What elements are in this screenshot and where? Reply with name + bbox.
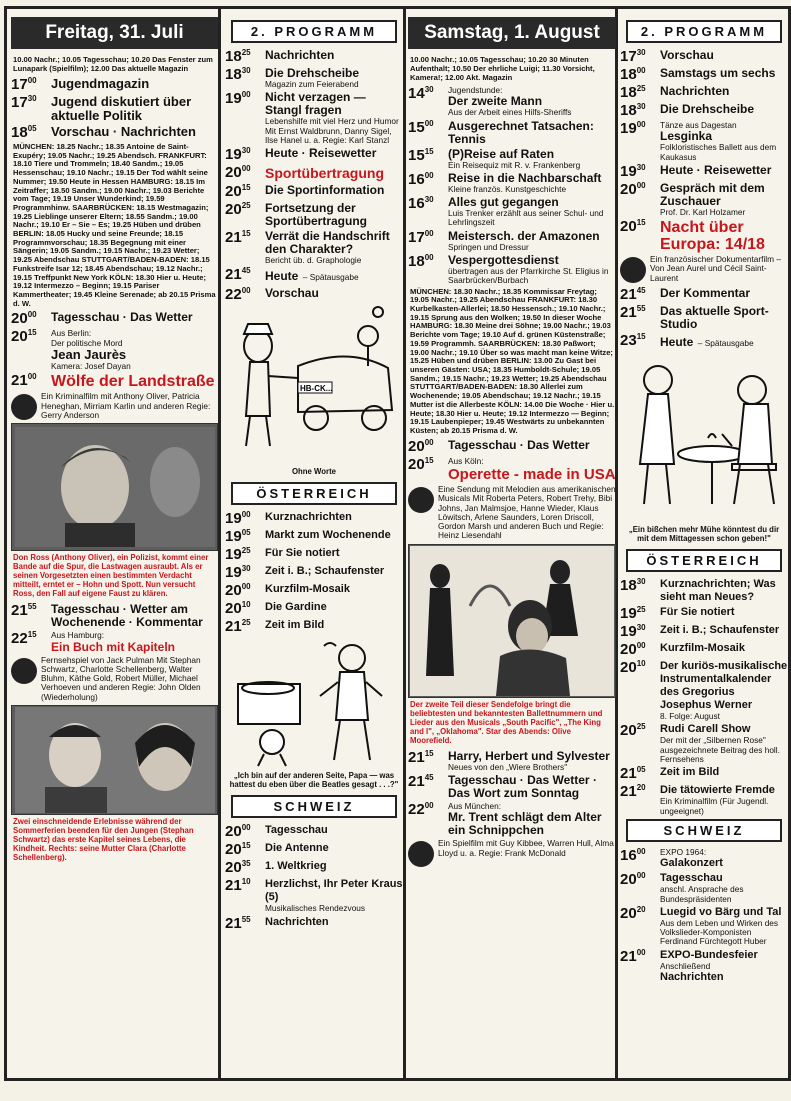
section-heading: SCHWEIZ [231,795,397,818]
program-entry: $23^{15}$ Heute – Spätausgabe [620,332,754,350]
program-entry: $18^{30}$ Die Drehscheibe Magazin zum Feierabend [225,66,360,89]
program-entry: $20^{00}$ Tagesschau · Das Wetter [408,437,590,455]
program-entry: $15^{15}$ (P)Reise auf Raten Ein Reisequiz mit R. v. Frankenberg [408,146,581,170]
program-entry: $19^{00}$ Tänze aus Dagestan Lesginka Folkloristisches Ballett aus dem Kaukasus [620,120,777,162]
program-entry: $16^{00}$ EXPO 1964: Galakonzert [620,846,723,870]
program-title: Jugend diskutiert über aktuelle Politik [51,94,192,123]
film-still-photo [11,423,218,551]
program-entry: $20^{10}$ Der kuriös-musikalische Instrumentalkalender des Gregorius Josephus Werner 8. Folge: August [620,659,788,722]
program-entry: $20^{25}$ Fortsetzung der Sportübertragung [225,201,367,229]
program-entry: $18^{05}$ Vorschau · Nachrichten [11,125,218,141]
day-heading: Freitag, 31. Juli [11,17,218,49]
program-entry: $20^{20}$ Luegid vo Bärg und Tal Aus dem Leben und Wirken des Volkslieder-Komponisten Ferdinand Fürchtegott Huber [620,904,782,947]
program-entry: $19^{05}$ Markt zum Wochenende [225,528,391,546]
program-entry: $20^{25}$ Rudi Carell Show Der mit der „Silbernen Rose" ausgezeichnete Beitrag des holl. Fernsehens [620,722,780,765]
morning-schedule: 10.00 Nachr.; 10.05 Tagesschau; 10.20 30 Minuten Aufenthalt; 10.50 Der ehrliche Luigi; 11.30 Vorsicht, Kamera!; 12.00 Akt. Magazin [410,55,595,82]
saturday-first-program-column: Samstag, 1. August 10.00 Nachr.; 10.05 Tagesschau; 10.20 30 Minuten Aufenthalt; 10.50 Der ehrliche Luigi; 11.30 Vorsicht, Kamera!; 12.00 Akt. Magazin $14^{30}$ Jugendstunde: Der zweite Mann Aus der Arbeit eines Hilfs-Sheriffs $15^{00}$ Ausgerechnet Tatsachen: Tennis $15^{15}$ (P)Reise auf Raten Ein Reisequiz mit R. v. Frankenberg $16^{00}$ Reise in die Nachbarschaft Kleine französ. Kunstgeschichte $16^{30}$ Alles gut gegangen Luis Trenker erzählt aus seiner Schul- und Lehrlingszeit $17^{00}$ Meistersch. der Amazonen Springen und Dressur $18^{00}$ Vespergottesdienst übertragen aus der Pfarrkirche St. Eligius in Saarbrücken/Burbach MÜNCHEN: 18.30 Nachr.; 18.35 Kommissar Freytag; 19.05 Nachr.; 19.25 Abendschau FRANKFURT: 18.30 Kurbelkasten-Allerlei; 18.50 Hessensch.; 19.10 Nachr.; 19.15 Sprung aus den Wolken; 19.50 In dieser Woche HAMBURG: 18.30 Meine drei Söhne; 19.00 Nachr.; 19.03 Berichte vom Tage; 19.10 Auf d. grünen Küstenstraße; 19.59 Programmh. SAARBRÜCKEN: 18.30 Paßwort; 19.00 Nachr.; 19.10 Über so was macht man keine Witze; 15.25 Hüben und drüben BERLIN: 13.00 Zu Gast bei unseren Gästen: USA; 18.35 Humboldt-Schule; 19.05 Sandm.; 19.15 Nachr.; 19.23 Wetter; 19.25 Abendschau STUTTGART/BADEN-BADEN: 18.30 Allerlei zum Wochenende; 19.05 Abendschau; 19.12 Nachr.; 19.15 Mutter ist die Allerbeste KÖLN: 14.00 Die Woche · Hier u. Heute; 18.30 Hier u. Heute; 19.12 Intermezzo — Beginn; 19.15 Laubenpieper; 19.45 Westwärts zu unbekannten Küsten; ab 20.15 Prisma d. W. $20^{00}$ Tagesschau · Das Wetter $20^{15}$ Aus Köln: Operette - made in USA Eine Sendung mit Melodien aus amerikanischen Musicals Mit Roberta Peters, Robert Trehy, Bibi Johns, Jan Malmsjoe, Hanne Wieder, Klaus Löwitsch, Arlene Saunders, Loren Driscoll, Gordon Marsh und anderen Buch und Regie: Heinz Liesendahl Der zweite Teil dieser Sendefolge bringt die beliebtesten und bekanntesten Ballettnummern und Lieder aus den Musicals „South Pacific", „The King and I", „Oklahoma". Star des Abends: Olive Moorefield. $21^{15}$ Harry, Herbert und Sylvester Neues von den „Wiere Brothers" $21^{45}$ Tagesschau · Das Wetter · Das Wort zum Sonntag $22^{00}$ Aus München: Mr. Trent schlägt dem Alter ein Schnippchen Ein Spielfilm mit Guy Kibbee, Warren Hull, Alma Lloyd u. a. Regie: Frank McDonald [408,17,616,867]
program-entry: $21^{10}$ Herzlichst, Ihr Peter Kraus (5) Musikalisches Rendezvous [225,877,403,914]
program-entry: $21^{45}$ Heute – Spätausgabe [225,266,359,284]
record-player-cartoon [225,637,403,769]
program-entry: $22^{15}$ Aus Hamburg: Ein Buch mit Kapiteln [11,631,218,653]
program-entry: $16^{30}$ Alles gut gegangen Luis Trenker erzählt aus seiner Schul- und Lehrlingszeit [408,195,604,228]
photo-caption: Der zweite Teil dieser Sendefolge bringt die beliebtesten und bekanntesten Ballettnummern und Lieder aus den Musicals „South Pacific", „The King and I", „Oklahoma". Star des Abends: Olive Moorefield. [410,699,603,745]
program-entry: $19^{30}$ Zeit i. B.; Schaufenster [620,623,780,641]
program-entry: $21^{20}$ Die tätowierte Fremde Ein Kriminalfilm (Für Jugendl. ungeeignet) [620,783,775,816]
program-entry: $20^{00}$ Tagesschau · Das Wetter [11,311,218,327]
program-entry: $17^{00}$ Meistersch. der Amazonen Springen und Dressur [408,228,600,252]
program-title: Tagesschau · Das Wetter [51,310,193,325]
program-entry: $15^{00}$ Ausgerechnet Tatsachen: Tennis [408,118,594,146]
police-cartoon [225,305,403,465]
program-entry: $17^{30}$ Jugend diskutiert über aktuelle Politik [11,95,218,123]
regional-programs: MÜNCHEN: 18.30 Nachr.; 18.35 Kommissar Freytag; 19.05 Nachr.; 19.25 Abendschau FRANKFURT: 18.30 Kurbelkasten-Allerlei; 18.50 Hessensch.; 19.10 Nachr.; 19.15 Sprung aus den Wolken; 19.50 In dieser Woche HAMBURG: 18.30 Meine drei Söhne; 19.00 Nachr.; 19.03 Berichte vom Tage; 19.10 Auf d. grünen Küstenstraße; 19.59 Programmh. SAARBRÜCKEN: 18.30 Paßwort; 19.00 Nachr.; 19.10 Über so was macht man keine Witze; 15.25 Hüben und drüben BERLIN: 13.00 Zu Gast bei unseren Gästen: USA; 18.35 Humboldt-Schule; 19.05 Sandm.; 19.15 Nachr.; 19.23 Wetter; 19.25 Abendschau STUTTGART/BADEN-BADEN: 18.30 Allerlei zum Wochenende; 19.05 Abendschau; 19.12 Nachr.; 19.15 Mutter ist die Allerbeste KÖLN: 14.00 Die Woche · Hier u. Heute; 18.30 Hier u. Heute; 19.12 Intermezzo — Beginn; 19.15 Laubenpieper; 19.45 Westwärts zu unbekannten Küsten; ab 20.15 Prisma d. W. [410,286,615,435]
program-entry: $19^{30}$ Heute · Reisewetter [225,146,377,164]
program-entry: $21^{55}$ Nachrichten [225,914,329,932]
photo-caption: Don Ross (Anthony Oliver), ein Polizist, kommt einer Bande auf die Spur, die Lastwagen ausraubt. Als er seinen Vorgesetzten einen bestimmten Verdacht mitteilt, erntet er – Hohn und Spott. Nun versucht Ross, den Fall auf eigene Faust zu klären. [13,553,209,599]
section-heading: ÖSTERREICH [626,549,782,572]
program-entry: $21^{00}$ EXPO-Bundesfeier Anschließend Nachrichten [620,947,758,984]
program-entry: $22^{00}$ Vorschau [225,286,319,304]
program-entry: $20^{15}$ Aus Köln: Operette - made in USA [408,455,616,483]
program-title: Vorschau · Nachrichten [51,124,196,139]
program-title: Jean Jaurès [51,346,127,362]
program-entry: $20^{10}$ Die Gardine [225,600,327,618]
morning-schedule: 10.00 Nachr.; 10.05 Tagesschau; 10.20 Das Fenster zum Lunapark (Spielfilm); 12.00 Das aktuelle Magazin [13,55,213,73]
program-entry: $20^{00}$ Gespräch mit dem Zuschauer Prof. Dr. Karl Holzamer [620,180,765,217]
program-entry: $18^{00}$ Vespergottesdienst übertragen aus der Pfarrkirche St. Eligius in Saarbrücken/Burbach [408,253,609,286]
film-reel-icon [11,394,37,420]
program-entry: $22^{00}$ Aus München: Mr. Trent schlägt dem Alter ein Schnippchen [408,801,602,838]
program-title: Jugendmagazin [51,76,150,91]
friday-first-program-column: Freitag, 31. Juli 10.00 Nachr.; 10.05 Tagesschau; 10.20 Das Fenster zum Lunapark (Spielfilm); 12.00 Das aktuelle Magazin $17^{00}$ Jugendmagazin $17^{30}$ Jugend diskutiert über aktuelle Politik $18^{05}$ Vorschau · Nachrichten MÜNCHEN: 18.25 Nachr.; 18.35 Antoine de Saint-Exupéry; 19.05 Nachr.; 19.25 Abendsch. FRANKFURT: 18.10 Tiere und Trommeln; 18.40 Sandm.; 19.05 Hessenschau; 19.10 Nachr.; 19.15 Der Tod wählt seine Nummer; 19.50 Heute in Hessen HAMBURG: 18.15 Im Zeitraffer; 18.50 Sandm.; 19.00 Nachr.; 19.03 Berichte vom Tage; 19.19 Unser Wunderkind; 19.59 Programmhinw. SAARBRÜCKEN: 18.15 Westmagazin; 19.25 Lieblinge unserer Eltern; 18.55 Sandm.; 19.00 Nachr.; 19.10 Er – Sie – Es; 19.25 Hüben und drüben BERLIN: 18.05 Hucky und seine Freunde; 18.15 Programmvorschau; 18.35 Begegnung mit einer Sängerin; 19.05 Sandm.; 19.15 Nachr.; 19.23 Wetter; 19.25 Abendschau STUTTGART/BADEN-BADEN: 18.15 Funkstreife Isar 12; 18.45 Abendschau; 19.12 Nachr.; 19.15 Treffpunkt New York KÖLN: 18.30 Hier u. Heute; 19.12 Intermezzo – Beginn; 19.15 Pariser Kammertheater; 19.45 Kleine Serenade; ab 20.15 Prisma d. W. $20^{00}$ Tagesschau · Das Wetter $20^{15}$ Aus Berlin: Der politische Mord Jean Jaurès Kamera: Josef Dayan $21^{00}$ Wölfe der Landstraße Ein Kriminalfilm mit Anthony Oliver, Patricia Heneghan, Mirriam Karlin und anderen Regie: Gerry Anderson Don Ross (Anthony Oliver), ein Polizist, kommt einer Bande auf die Spur, die Lastwagen ausraubt. Als er seinen Vorgesetzten einen bestimmten Verdacht mitteilt, erntet er – Hohn und Spott. Nun versucht Ross, den Fall auf eigene Faust zu klären. $21^{55}$ Tagesschau · Wetter am Wochenende · Kommentar $22^{15}$ Aus Hamburg: Ein Buch mit Kapiteln Fernsehspiel von Jack Pulman Mit Stephan Schwartz, Charlotte Schellenberg, Walter Bluhm, Käthe Gold, Robert Müller, Michael Verhoeven und anderen Regie: John Olden (Wiederholung) Zwei einschneidende Erlebnisse während der Sommerferien beenden für den Jungen (Stephan Schwartz) das erste Kapitel seines Lebens, die Kindheit. Rechts: seine Mutter Clara (Charlotte Schellenberg). [11,17,218,867]
cartoon-caption: „Ein bißchen mehr Mühe könntest du dir mit dem Mittagessen schon geben!" [628,525,780,544]
mask-icon [11,658,37,684]
saturday-second-program-column: 2. PROGRAMM $17^{30}$ Vorschau $18^{00}$ Samstags um sechs $18^{25}$ Nachrichten $18^{30}$ Die Drehscheibe $19^{00}$ Tänze aus Dagestan Lesginka Folkloristisches Ballett aus dem Kaukasus $19^{30}$ Heute · Reisewetter $20^{00}$ Gespräch mit dem Zuschauer Prof. Dr. Karl Holzamer $20^{15}$ Nacht über Europa: 14/18 Ein französischer Dokumentarfilm – Von Jean Aurel und Cécil Saint-Laurent $21^{45}$ Der Kommentar $21^{55}$ Das aktuelle Sport-Studio $23^{15}$ Heute – Spätausgabe „Ein bißchen mehr Mühe könntest du dir mit dem Mittagessen schon geben!" ÖSTERREICH $18^{30}$ Kurznachrichten; Was sieht man Neues? $19^{25}$ Für Sie notiert $19^{30}$ Zeit i. B.; Schaufenster $20^{00}$ Kurzfilm-Mosaik $20^{10}$ Der kuriös-musikalische Instrumentalkalender des Gregorius Josephus Werner 8. Folge: August $20^{25}$ Rudi Carell Show Der mit der „Silbernen Rose" ausgezeichnete Beitrag des holl. Fernsehens $21^{05}$ Zeit im Bild $21^{20}$ Die tätowierte Fremde Ein Kriminalfilm (Für Jugendl. ungeeignet) SCHWEIZ $16^{00}$ EXPO 1964: Galakonzert $20^{00}$ Tagesschau anschl. Ansprache des Bundespräsidenten $20^{20}$ Luegid vo Bärg und Tal Aus dem Leben und Wirken des Volkslieder-Komponisten Ferdinand Fürchtegott Huber $21^{00}$ EXPO-Bundesfeier Anschließend Nachrichten [620,17,788,986]
program-entry: $20^{15}$ Nacht über Europa: 14/18 [620,218,765,254]
program-entry: $21^{05}$ Zeit im Bild [620,765,720,783]
tv-play-photo [11,705,218,815]
program-entry: $21^{00}$ Wölfe der Landstraße [11,373,218,390]
license-plate: HB-CK... [300,384,333,394]
program-entry: $19^{00}$ Kurznachrichten [225,510,352,528]
program-entry: $19^{30}$ Zeit i. B.; Schaufenster [225,564,385,582]
section-heading: 2. PROGRAMM [626,20,782,43]
tv-guide-page [4,6,791,1081]
program-entry: $17^{00}$ Jugendmagazin [11,77,218,93]
dinner-cartoon [620,353,788,523]
day-heading: Samstag, 1. August [408,17,616,49]
program-entry: $20^{35}$ 1. Weltkrieg [225,859,327,877]
program-entry: $21^{15}$ Harry, Herbert und Sylvester Neues von den „Wiere Brothers" [408,748,610,772]
program-entry: $20^{00}$ Kurzfilm-Mosaik [620,641,745,659]
program-entry: $18^{00}$ Samstags um sechs [620,66,776,83]
section-heading: ÖSTERREICH [231,482,397,505]
friday-second-program-column [225,17,403,934]
program-entry: $19^{25}$ Für Sie notiert [225,546,340,564]
program-title-highlight: Ein Buch mit Kapiteln [51,639,176,654]
program-entry: $14^{30}$ Jugendstunde: Der zweite Mann Aus der Arbeit eines Hilfs-Sheriffs [408,85,572,118]
musical-dancers-photo [408,544,616,698]
program-entry: $20^{00}$ Tagesschau anschl. Ansprache des Bundespräsidenten [620,871,744,904]
program-entry: $20^{00}$ Tagesschau [225,823,328,841]
cartoon-caption: „Ich bin auf der anderen Seite, Papa — was hattest du eben über die Beatles gesagt . . .?" [229,771,399,790]
program-entry: $19^{30}$ Heute · Reisewetter [620,162,772,180]
program-entry: $20^{15}$ Die Antenne [225,841,329,859]
program-entry: $21^{45}$ Der Kommentar [620,286,751,304]
program-entry: $19^{25}$ Für Sie notiert [620,605,735,623]
program-entry: $20^{00}$ Sportübertragung [225,164,384,182]
program-entry: $20^{15}$ Die Sportinformation [225,183,385,201]
program-entry: $20^{15}$ Aus Berlin: Der politische Mord Jean Jaurès Kamera: Josef Dayan [11,329,218,371]
program-entry: $18^{25}$ Nachrichten [225,48,335,65]
program-title-highlight: Wölfe der Landstraße [51,373,215,391]
film-reel-icon [408,841,434,867]
program-entry: $19^{00}$ Nicht verzagen — Stangl fragen Lebenshilfe mit viel Herz und Humor Mit Ernst Waldbrunn, Danny Sigel, Ilse Hanel u. a. Regie: Karl Stanzl [225,90,399,145]
program-entry: $17^{30}$ Vorschau [620,48,714,65]
section-heading: SCHWEIZ [626,819,782,842]
photo-caption: Zwei einschneidende Erlebnisse während der Sommerferien beenden für den Jungen (Stephan Schwartz) das erste Kapitel seines Lebens, die Kindheit. Rechts: seine Mutter Clara (Charlotte Schellenberg). [13,817,194,863]
program-entry: $21^{45}$ Tagesschau · Das Wetter · Das Wort zum Sonntag [408,773,597,800]
cartoon-caption: Ohne Worte [291,467,337,477]
program-entry: $21^{25}$ Zeit im Bild [225,618,325,636]
program-entry: $18^{30}$ Die Drehscheibe [620,102,755,119]
program-entry: $20^{00}$ Kurzfilm-Mosaik [225,582,350,600]
music-icon [408,487,434,513]
program-entry: $18^{30}$ Kurznachrichten; Was sieht man Neues? [620,577,776,604]
program-entry: $21^{55}$ Das aktuelle Sport-Studio [620,304,769,332]
program-entry: $16^{00}$ Reise in die Nachbarschaft Kleine französ. Kunstgeschichte [408,170,602,194]
program-title: Tagesschau · Wetter am Wochenende · Kommentar [51,602,203,630]
program-entry: $21^{15}$ Verrät die Handschrift den Charakter? Bericht üb. d. Graphologie [225,229,390,266]
regional-programs: MÜNCHEN: 18.25 Nachr.; 18.35 Antoine de Saint-Exupéry; 19.05 Nachr.; 19.25 Abendsch. FRANKFURT: 18.10 Tiere und Trommeln; 18.40 Sandm.; 19.05 Hessenschau; 19.10 Nachr.; 19.15 Der Tod wählt seine Nummer; 19.50 Heute in Hessen HAMBURG: 18.15 Im Zeitraffer; 18.50 Sandm.; 19.00 Nachr.; 19.03 Berichte vom Tage; 19.19 Unser Wunderkind; 19.59 Programmhinw. SAARBRÜCKEN: 18.15 Westmagazin; 19.25 Lieblinge unserer Eltern; 18.55 Sandm.; 19.00 Nachr.; 19.10 Er – Sie – Es; 19.25 Hüben und drüben BERLIN: 18.05 Hucky und seine Freunde; 18.15 Programmvorschau; 18.35 Begegnung mit einer Sängerin; 19.05 Sandm.; 19.15 Nachr.; 19.23 Wetter; 19.25 Abendschau STUTTGART/BADEN-BADEN: 18.15 Funkstreife Isar 12; 18.45 Abendschau; 19.12 Nachr.; 19.15 Treffpunkt New York KÖLN: 18.30 Hier u. Heute; 19.12 Intermezzo – Beginn; 19.15 Pariser Kammertheater; 19.45 Kleine Serenade; ab 20.15 Prisma d. W. [13,142,216,308]
program-entry: $21^{55}$ Tagesschau · Wetter am Wochenende · Kommentar [11,603,218,629]
section-heading: 2. PROGRAMM [231,20,397,43]
column-divider [403,9,406,1078]
film-reel-icon [620,257,646,283]
program-entry: $18^{25}$ Nachrichten [620,84,730,101]
column-divider [218,9,221,1078]
